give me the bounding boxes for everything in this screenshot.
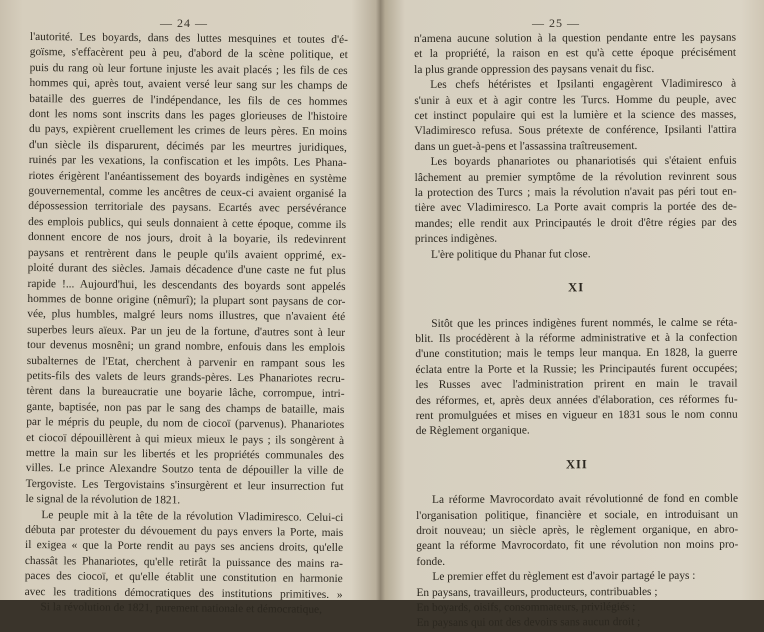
text-line: tière avec Vladimiresco. La Porte avait compris la portée des de- <box>414 201 737 215</box>
text-line: ruinés par les vexations, la confiscation et les impôts. Les Phana- <box>28 154 347 170</box>
page-number: — 25 — <box>532 16 580 30</box>
text-line: et ciocoï dépouillèrent à qui mieux mieux le pays ; ils songèrent à <box>26 431 345 447</box>
text-line: débuta par protester du dévouement du pays envers la Porte, mais <box>25 523 344 540</box>
paragraph <box>416 569 738 632</box>
text-line: tèrent dans la bureaucratie une boyarie lâche, corrompue, intri- <box>26 385 345 401</box>
text-line: bataille des guerres de l'indépendance, les fils de ces hommes <box>29 92 348 108</box>
text-line: avec les traditions démocratiques des institutions primitives. » <box>24 585 343 601</box>
text-line: l'autorité. Les boyards, dans des luttes mesquines et toutes d'é- <box>29 30 348 47</box>
paragraph <box>416 492 738 570</box>
text-line: La réforme Mavrocordato avait révolutionné de fond en comble <box>432 492 739 507</box>
paragraph <box>414 77 736 155</box>
text-line: Les chefs hétéristes et Ipsilanti engagèrent Vladimiresco à <box>430 77 737 92</box>
paragraph: L'ère politique du Phanar fut close. <box>430 247 591 261</box>
text-line: En paysans qui ont des devoirs sans aucun droit ; <box>416 616 641 630</box>
text-line: éclata entre la Porte et la Russie; les Principautés furent occupées; <box>415 362 738 376</box>
text-line: riotes érigèrent l'anéantissement des boyards indigènes en système <box>28 169 347 185</box>
paragraph <box>414 31 736 79</box>
text-line: du pays, expièrent cruellement les crimes de leurs pères. En moins <box>28 123 348 139</box>
section-heading: XII <box>565 456 588 472</box>
text-line: s'unir à eux et à agir contre les Turcs. Homme du peuple, avec <box>414 93 737 107</box>
page-body-text <box>24 30 348 618</box>
text-line: dépossession territoriale des paysans. Ecartés avec persévérance <box>28 200 347 216</box>
paragraph <box>415 154 737 248</box>
text-line: l'organisation politique, financière et sociale, en introduisant un <box>416 508 739 522</box>
page-body-text <box>414 31 739 632</box>
text-line: le signal de la révolution de 1821. <box>25 493 181 507</box>
text-line: Les boyards phanariotes ou phanariotisés qui s'étaient enfuis <box>430 154 737 169</box>
text-line: dans un guet-à-pens et l'assassina traîtreusement. <box>414 139 638 153</box>
text-line: Vladimiresco refusa. Sous prétexte de conférence, Ipsilanti l'attira <box>414 124 737 138</box>
text-line: puis du rang où leur fortune injuste les avait placés ; les fils de ces <box>29 61 348 77</box>
text-line: la plus grande oppression des paysans venait du fisc. <box>414 62 655 76</box>
text-line: mettre la main sur les libertés et les propriétés communales des <box>25 446 344 463</box>
text-line: superbes leurs aïeux. Par un jeu de la fortune, d'autres sont à leur <box>27 323 346 339</box>
paragraph <box>415 315 738 440</box>
text-line: hommes qui, après tout, avaient versé leur sang sur les champs de <box>29 77 348 93</box>
text-line: hommes de bonne origine (nêmurî); la plupart sont paysans de cor- <box>27 292 346 308</box>
text-line: donnent encore de nos jours, droit à la boyarie, ils redevinrent <box>27 231 347 247</box>
text-line: dont les noms sont inscrits dans les pages glorieuses de l'histoire <box>29 108 348 124</box>
page-number: — 24 — <box>160 16 208 30</box>
text-line: Le premier effet du règlement est d'avoir partagé le pays : <box>432 569 696 584</box>
text-line: En paysans, travailleurs, producteurs, contribuables ; <box>416 585 658 599</box>
text-line: des emplois publics, qui seuls donnaient à cette époque, comme ils <box>28 215 347 231</box>
text-line: n'amena aucune solution à la question pendante entre les paysans <box>414 31 737 45</box>
text-line: Si la révolution de 1821, purement nationale et démocratique, <box>40 601 323 616</box>
text-line: gouvernemental, comme les ancêtres de ceux-ci avaient organisé la <box>28 185 347 201</box>
text-line: subalternes de l'Etat, cherchent à parvenir en rampant sous les <box>26 354 345 370</box>
left-page <box>0 0 380 616</box>
text-line: geant la réforme Mavrocordato, fit une révolution non moins pro- <box>416 538 739 553</box>
text-line: vée, plus humbles, malgré leurs noms illustres, que n'avaient été <box>27 308 346 324</box>
text-line: chassât les Phanariotes, qu'elle retirât la puissance des mains ra- <box>24 554 343 570</box>
text-line: Sitôt que les princes indigènes furent nommés, le calme se réta- <box>431 316 738 330</box>
text-line: les Russes avec l'administration prirent en main le travail <box>415 377 738 392</box>
right-page <box>384 0 764 630</box>
text-line: des réformes, et, après deux années d'élaboration, ces réformes fu- <box>415 393 738 407</box>
text-line: villes. Le prince Alexandre Soutzo tenta de dépouiller la ville de <box>25 462 344 478</box>
text-line: petits-fils des valets de leurs grands-pères. Les Phanariotes recru- <box>26 369 345 385</box>
text-line: ploité durant des siècles. Jamais décadence d'une caste ne fut plus <box>27 262 346 278</box>
text-line: Le peuple mit à la tête de la révolution Vladimiresco. Celui-ci <box>41 508 344 524</box>
text-line: mandes; elle rendit aux Principautés le droit d'être régies par des <box>414 216 737 230</box>
text-line: tour devenus mosnêni; un grand nombre, enfouis dans les emplois <box>26 339 346 355</box>
text-line: droit nouveau; un siècle après, le règlement organique, en abro- <box>416 523 739 537</box>
text-line: la protection des Turcs ; mais la révolution n'avait pas péri tout en- <box>414 185 737 200</box>
text-line: princes indigènes. <box>414 232 498 246</box>
text-line: En boyards, oisifs, consommateurs, privilégiés ; <box>416 601 636 614</box>
text-line: d'une constitution; mais le temps leur manqua. En 1828, la guerre <box>415 346 738 361</box>
text-line: de Règlement organique. <box>415 424 530 438</box>
text-line: Tergoviste. Les Tergovistains s'insurgèrent et leur insurrection fut <box>25 477 344 493</box>
text-line: lâchement au premier symptôme de la révolution revinrent sous <box>414 170 737 184</box>
text-line: rent promulguées et mises en vigueur en 1831 sous le nom connu <box>415 408 738 422</box>
text-line: gante, baptisée, non pas par le sang des champs de bataille, mais <box>26 400 345 416</box>
text-line: d'un siècle ils disparurent, décimés par les meurtres juridiques, <box>28 138 347 154</box>
text-line: paces des ciocoï, et qu'elle établit une constitution en harmonie <box>24 570 343 586</box>
text-line: rapide !... Aujourd'hui, les descendants des boyards sont appelés <box>27 277 346 293</box>
text-line: cet instinct populaire qui est la lumière et la science des masses, <box>414 108 737 123</box>
text-line: il exigea « que la Porte rendit au pays ses anciens droits, qu'elle <box>24 539 344 555</box>
text-line: blit. Ils procédèrent à la réforme administrative et à la confection <box>415 331 738 345</box>
text-line: fonde. <box>416 555 446 568</box>
text-line: et la propriété, la raison en est qu'à cette époque précisément <box>414 47 737 61</box>
section-heading: XI <box>568 280 585 295</box>
text-line: par le mépris du peuple, du nom de ciocoï (parvenus). Phanariotes <box>26 416 345 432</box>
text-line: goïsme, s'effacèrent peu à peu, d'abord de la scène politique, et <box>29 46 348 62</box>
text-line: paysans et rentrèrent dans le peuple qu'ils avaient opprimé, ex- <box>27 246 346 262</box>
